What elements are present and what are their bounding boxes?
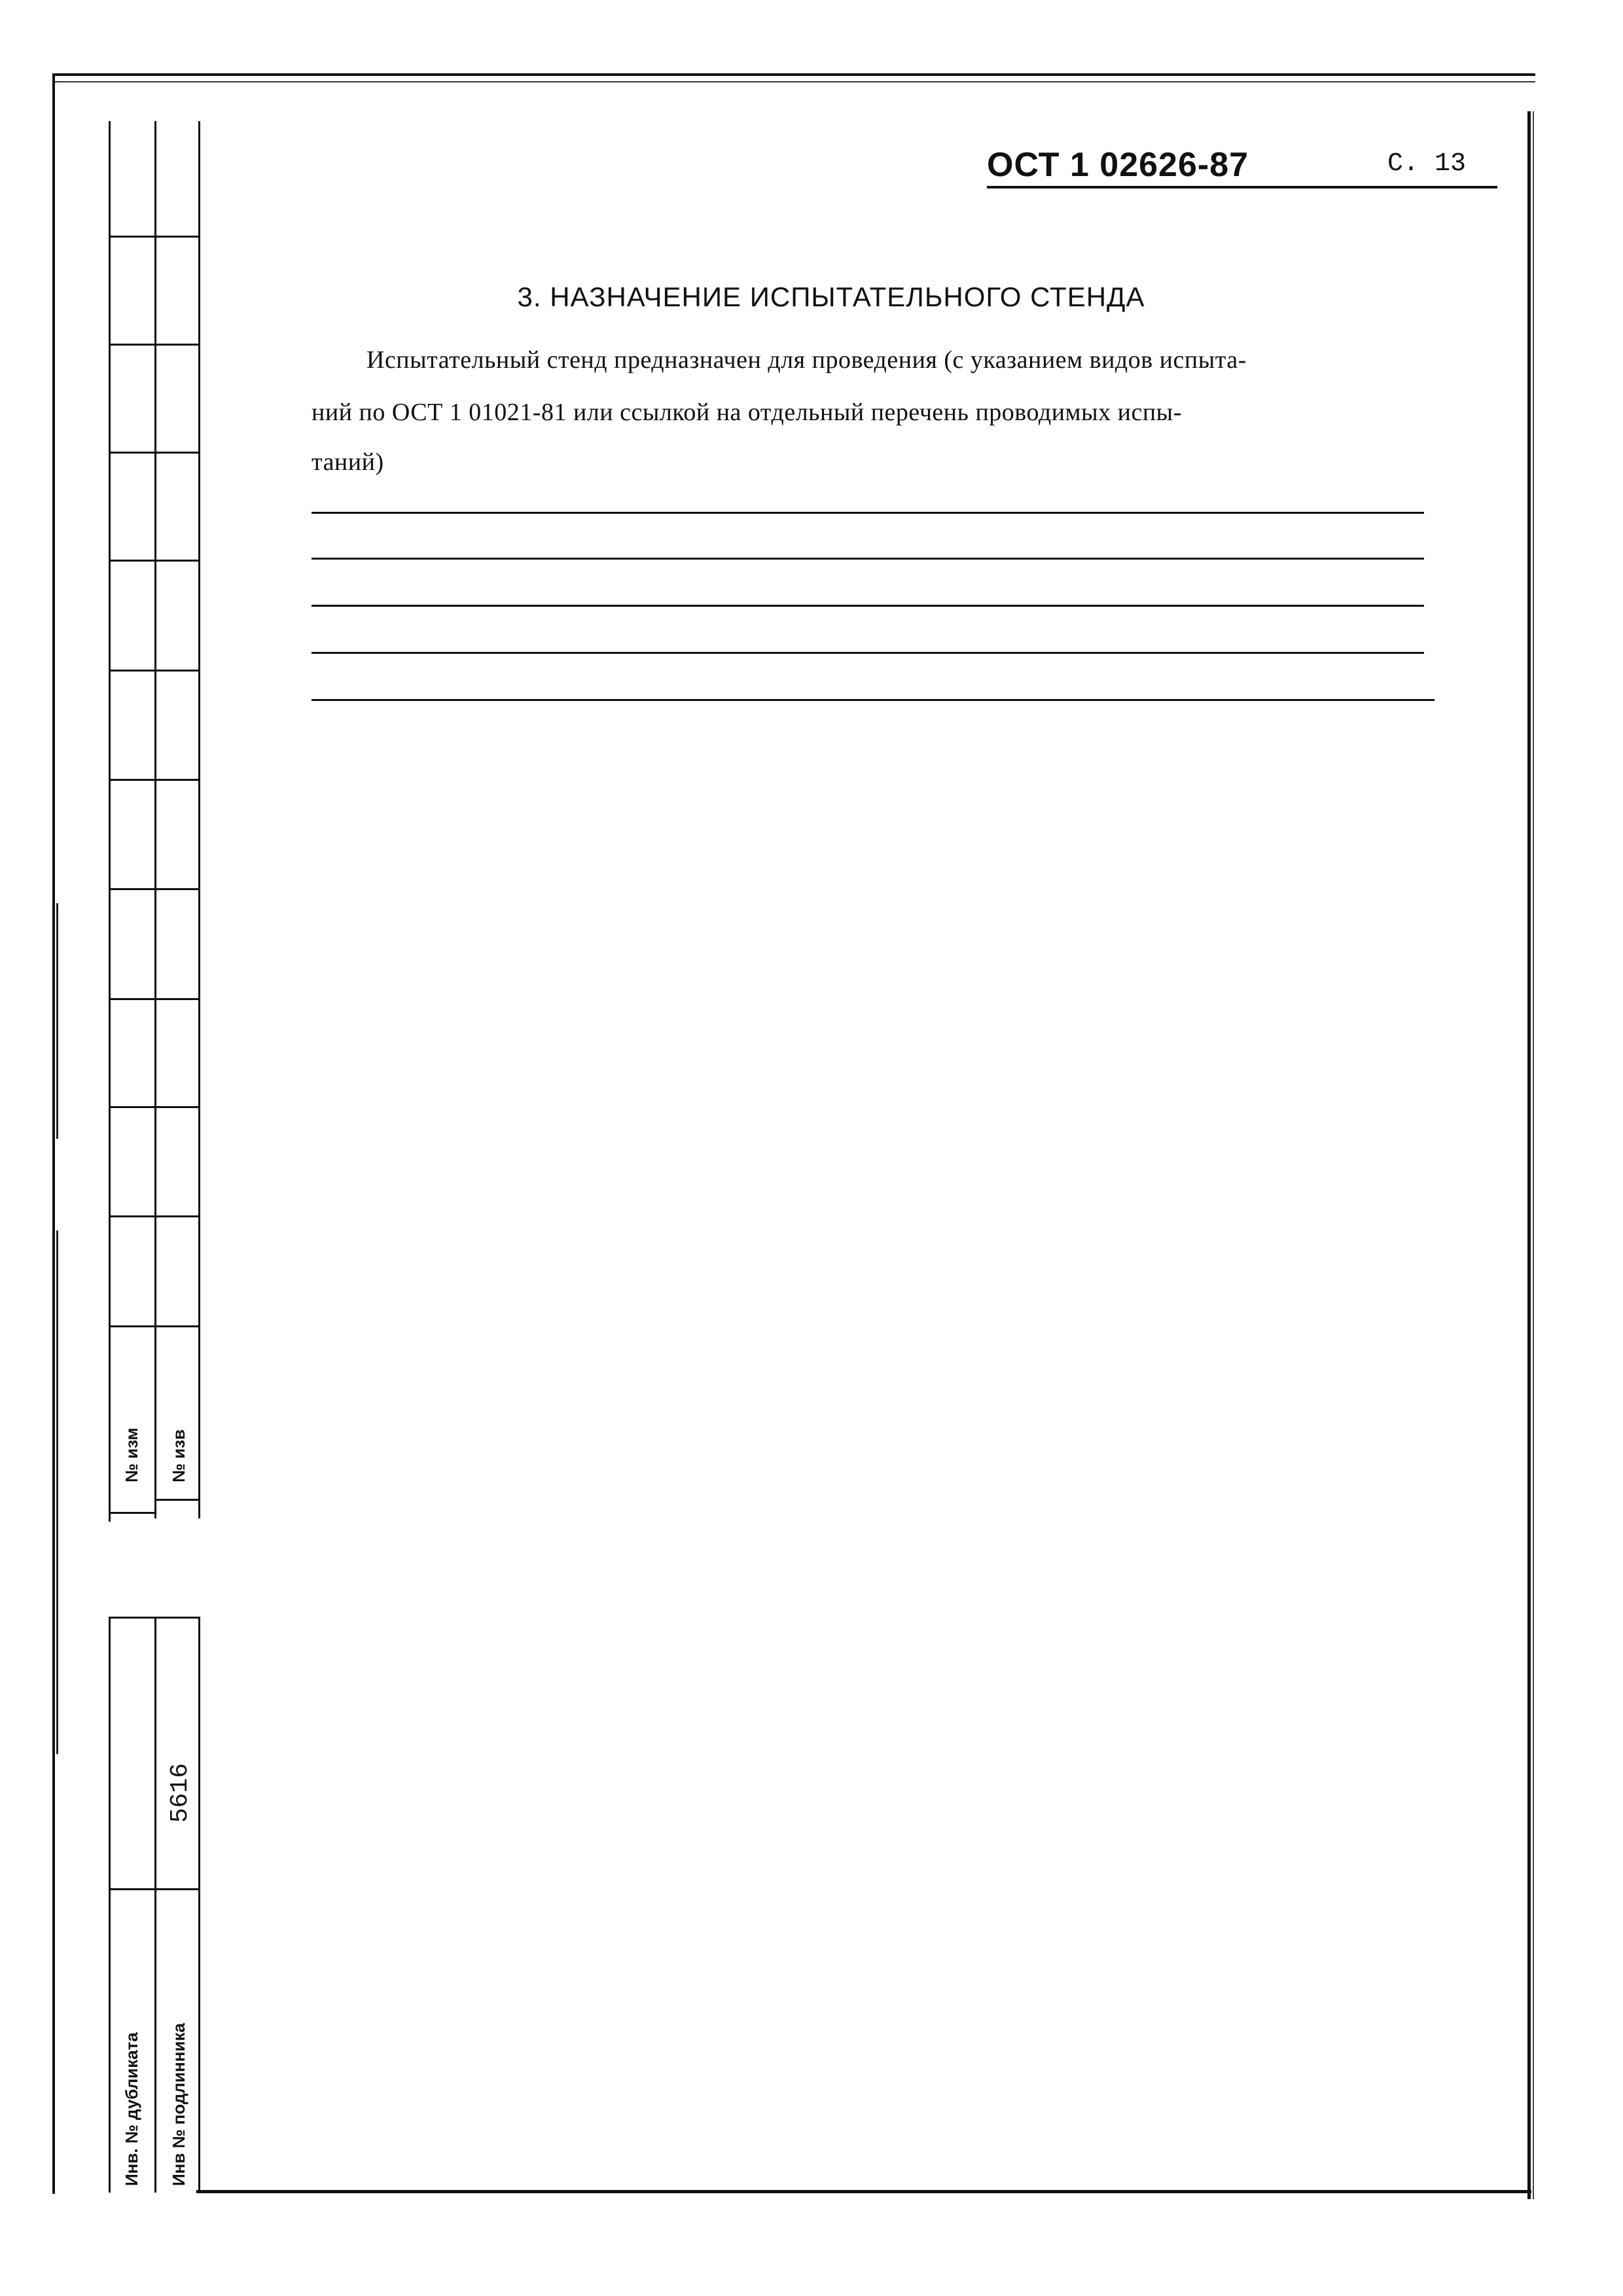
blank-fill-line [312,652,1424,654]
paragraph-line: ний по ОСТ 1 01021-81 или ссылкой на отдельный перечень проводимых испы- [312,399,1182,426]
margin-registration-strip [109,121,200,2193]
frame-top-border [52,73,1535,76]
margin-label-original: Инв № подлинника [169,2023,188,2186]
header-underline [987,186,1497,188]
blank-fill-line [312,699,1435,701]
margin-strip-left-edge [109,121,111,2193]
margin-cell-line [109,998,200,1000]
margin-cell-line [154,1499,198,1501]
margin-original-number: 5616 [166,1763,194,1823]
page-number: С. 13 [1387,149,1467,179]
blank-fill-line [312,558,1424,560]
margin-label-izm: № изм [122,1427,141,1482]
margin-cell-line [109,452,200,454]
paragraph-line: таний) [312,448,384,476]
scan-mark [56,903,58,1139]
margin-cell-line [109,1512,154,1514]
margin-label-izv: № изв [169,1429,188,1482]
section-title: 3. НАЗНАЧЕНИЕ ИСПЫТАТЕЛЬНОГО СТЕНДА [517,281,1145,312]
margin-cell-line [109,1617,200,1619]
margin-cell-line [109,560,200,562]
margin-cell-line [109,779,200,781]
frame-left-border [52,73,55,2194]
paragraph-line: Испытательный стенд предназначен для проведения (с указанием видов испыта- [366,346,1247,374]
margin-cell-line [109,344,200,346]
margin-cell-line [109,670,200,672]
scan-mark [56,1230,58,1754]
frame-right-border-inner [1533,111,1534,2199]
margin-cell-line [109,888,200,890]
margin-strip-divider [154,121,156,2193]
margin-cell-line [109,1325,200,1327]
document-code: ОСТ 1 02626-87 [987,146,1249,184]
margin-strip-right-edge [198,121,200,2193]
margin-cell-line [109,236,200,238]
frame-top-border-inner [52,81,1535,82]
frame-bottom-border [196,2190,1531,2193]
margin-label-duplicate: Инв. № дубликата [122,2032,141,2186]
blank-fill-line [312,512,1424,514]
blank-fill-line [312,605,1424,607]
frame-right-border [1527,111,1531,2199]
margin-cell-line [109,1106,200,1108]
margin-cell-line [109,1888,200,1890]
margin-gap-mask [154,1518,200,1617]
margin-cell-line [109,1215,200,1217]
